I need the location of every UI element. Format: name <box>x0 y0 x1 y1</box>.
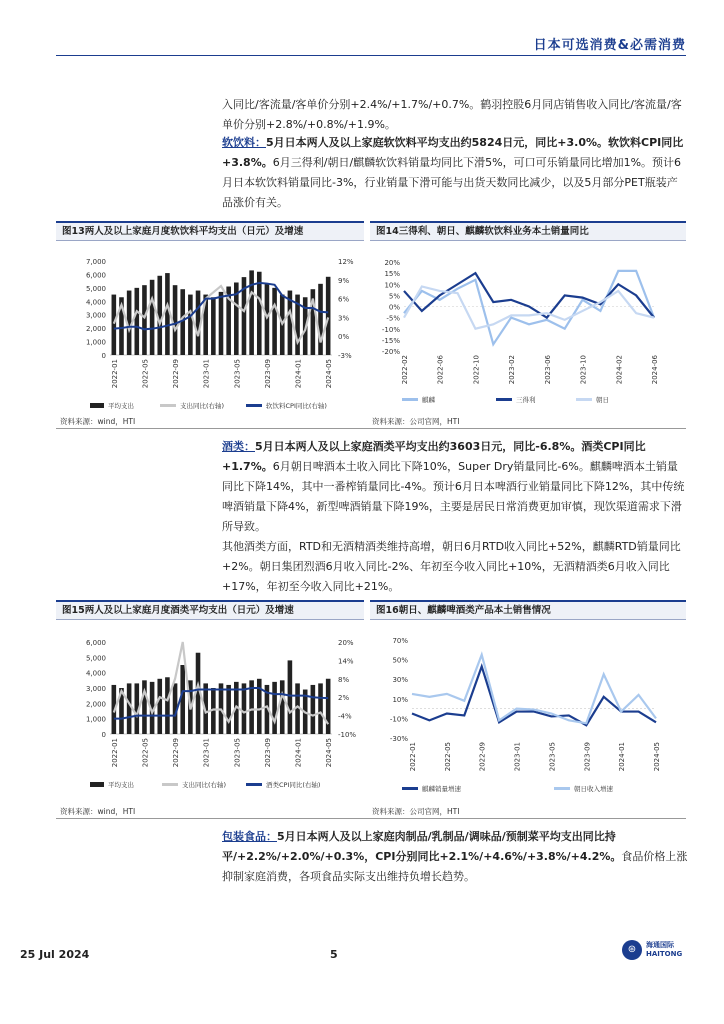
series-line <box>404 273 654 318</box>
y-tick-label: 15% <box>384 270 400 279</box>
source-note-fig15: 资料来源：wind，HTI <box>60 807 136 816</box>
source-note-fig14: 资料来源：公司官网，HTI <box>372 417 460 426</box>
y-tick-label: 3,000 <box>85 685 106 693</box>
page-header-title: 日本可选消费&必需消费 <box>533 38 686 53</box>
haitong-logo-icon: ⊛ <box>622 940 642 960</box>
logo-cn: 海通国际 <box>646 941 674 949</box>
legend-swatch <box>90 782 104 787</box>
x-tick-label: 2024-01 <box>294 738 303 768</box>
y2-tick-label: -3% <box>338 352 352 360</box>
legend-label: 酒类CPI同比(右轴) <box>266 781 321 789</box>
legend-label: 支出同比(右轴) <box>180 402 225 410</box>
x-tick-label: 2023-05 <box>233 359 242 389</box>
bar <box>272 682 277 734</box>
y-tick-label: 10% <box>392 695 408 704</box>
y-tick-label: 1,000 <box>85 338 106 347</box>
soft-drinks-body: 6月三得利/朝日/麒麟软饮料销量均同比下滑5%，可口可乐销量同比增加1%。预计6月日本软饮料销量同比-3%，行业销量下滑可能与出货天数同比减少，以及5月部分PET瓶装产品涨价有关。 <box>222 156 682 209</box>
y2-tick-label: 3% <box>338 314 350 323</box>
paragraph-drugstore: 入同比/客流量/客单价分别+2.4%/+1.7%/+0.7%。鹤羽控股6月同店销售收入同比/客流量/客单价分别+2.8%/+0.8%/+1.9%。 <box>222 98 682 131</box>
y-tick-label: 50% <box>392 656 408 665</box>
y-tick-label: 70% <box>392 637 408 645</box>
figure-16 <box>370 600 686 798</box>
paragraph-soft-drinks <box>222 133 688 213</box>
chart-soft-drink-volume <box>370 241 686 411</box>
y-tick-label: 3,000 <box>85 311 106 320</box>
bar <box>288 660 293 734</box>
x-tick-label: 2024-01 <box>618 742 627 772</box>
x-tick-label: 2023-01 <box>202 738 211 768</box>
source-rule-2 <box>56 818 686 819</box>
y-tick-label: -10% <box>389 715 408 724</box>
paragraph-alcohol <box>222 437 688 537</box>
x-tick-label: 2022-09 <box>478 742 487 772</box>
x-tick-label: 2022-09 <box>172 738 181 768</box>
x-tick-label: 2024-01 <box>294 359 303 389</box>
x-tick-label: 2023-06 <box>543 355 552 385</box>
x-tick-label: 2022-01 <box>110 738 119 768</box>
legend-label: 三得利 <box>516 396 536 404</box>
bar <box>165 677 170 734</box>
x-tick-label: 2022-10 <box>472 355 481 385</box>
y-tick-label: 2,000 <box>85 700 106 709</box>
bar <box>242 683 247 734</box>
x-tick-label: 2024-06 <box>651 355 659 385</box>
x-tick-label: 2022-09 <box>172 359 181 389</box>
y-tick-label: -10% <box>381 325 400 334</box>
bar <box>226 685 231 734</box>
alcohol-highlight: 5月日本两人及以上家庭酒类平均支出约3603日元，同比-6.8%。酒类CPI同比+1.7%。 <box>222 440 646 473</box>
x-tick-label: 2023-05 <box>233 738 242 768</box>
bar <box>311 685 316 734</box>
y-tick-label: -15% <box>381 336 400 345</box>
y-tick-label: 10% <box>384 281 400 290</box>
bar <box>280 680 285 734</box>
bar <box>272 288 277 355</box>
figure-16-title: 图16朝日、麒麟啤酒类产品本土销售情况 <box>370 602 686 620</box>
legend-label: 麒麟 <box>422 396 435 404</box>
y2-tick-label: 12% <box>338 258 354 266</box>
x-tick-label: 2022-06 <box>436 355 445 385</box>
figure-15-title: 图15两人及以上家庭月度酒类平均支出（日元）及增速 <box>56 602 364 620</box>
x-tick-label: 2022-02 <box>401 355 409 385</box>
y-tick-label: 4,000 <box>85 669 106 678</box>
y-tick-label: -20% <box>381 348 400 356</box>
bar <box>127 683 132 734</box>
figure-14-title: 图14三得利、朝日、麒麟软饮料业务本土销量同比 <box>370 223 686 241</box>
logo-en: HAITONG <box>646 950 683 958</box>
soft-drinks-highlight: 5月日本两人及以上家庭软饮料平均支出约5824日元，同比+3.0%。软饮料CPI同比+3.8%。 <box>222 136 684 169</box>
y-tick-label: 7,000 <box>85 258 106 266</box>
header-rule <box>56 55 686 56</box>
chart-beer-sales <box>370 620 686 798</box>
x-tick-label: 2023-10 <box>579 355 588 385</box>
y-tick-label: 6,000 <box>85 271 106 280</box>
legend-label: 支出同比(右轴) <box>182 781 227 789</box>
y2-tick-label: 8% <box>338 675 350 684</box>
y2-tick-label: 6% <box>338 295 350 304</box>
bar <box>318 284 323 355</box>
x-tick-label: 2023-09 <box>583 742 592 772</box>
figure-14 <box>370 221 686 411</box>
bar <box>150 280 155 355</box>
chart-soft-drink-spending <box>56 241 364 411</box>
y-tick-label: -5% <box>386 314 400 323</box>
legend-label: 平均支出 <box>108 402 134 410</box>
bar <box>211 297 216 355</box>
packaged-food-body: 食品价格上涨抑制家庭消费，各项食品实际支出维持负增长趋势。 <box>222 850 688 883</box>
packaged-food-highlight: 5月日本两人及以上家庭肉制品/乳制品/调味品/预制菜平均支出同比持平/+2.2%/+2.0%/+0.3%，CPI分别同比+2.1%/+4.6%/+3.8%/+4.2%。 <box>222 830 622 863</box>
series-line <box>412 666 656 725</box>
page-number: 5 <box>330 948 338 961</box>
bar <box>326 277 331 355</box>
x-tick-label: 2022-05 <box>141 359 150 389</box>
x-tick-label: 2023-09 <box>263 738 272 768</box>
y2-tick-label: 14% <box>338 657 354 666</box>
y2-tick-label: 20% <box>338 639 354 647</box>
legend-label: 平均支出 <box>108 781 134 789</box>
alcohol-body: 6月朝日啤酒本土收入同比下降10%，Super Dry销量同比-6%。麒麟啤酒本土销量同比下降14%，其中一番榨销量同比-4%。预计6月日本啤酒行业销量同比下降12%，其中传统啤酒销量下降4%，新型啤酒销量下降19%，主要是居民日常消费更加审慎，现饮渠道需求下滑所导致。 <box>222 460 685 533</box>
y-tick-label: 20% <box>384 259 400 267</box>
paragraph-other-alcohol: 其他酒类方面，RTD和无酒精酒类维持高增，朝日6月RTD收入同比+52%，麒麟RTD销量同比+2%。朝日集团烈酒6月收入同比-2%、年初至今收入同比+10%，无酒精酒类6月收入同比+17%，年初至今收入同比+21%。 <box>222 540 681 593</box>
x-tick-label: 2024-05 <box>325 359 334 389</box>
source-rule <box>56 428 686 429</box>
y-tick-label: 4,000 <box>85 298 106 307</box>
y-tick-label: 30% <box>392 676 408 685</box>
y-tick-label: 1,000 <box>85 715 106 724</box>
x-tick-label: 2024-05 <box>653 742 661 772</box>
bar <box>326 679 331 734</box>
y-tick-label: -30% <box>389 735 408 743</box>
x-tick-label: 2023-05 <box>548 742 557 772</box>
section-tag-packaged-food: 包装食品： <box>222 830 277 843</box>
bar <box>173 285 178 355</box>
y-tick-label: 0% <box>388 303 400 312</box>
x-tick-label: 2023-02 <box>508 355 517 385</box>
source-note-fig13: 资料来源：wind，HTI <box>60 417 136 426</box>
y-tick-label: 0 <box>101 731 106 739</box>
bar <box>196 291 201 355</box>
y2-tick-label: 0% <box>338 333 350 342</box>
y-tick-label: 5% <box>388 292 400 301</box>
bar <box>142 285 147 355</box>
y2-tick-label: 9% <box>338 276 350 285</box>
bar <box>219 292 224 355</box>
x-tick-label: 2022-05 <box>443 742 452 772</box>
y2-tick-label: -4% <box>338 712 352 721</box>
y-tick-label: 2,000 <box>85 325 106 334</box>
x-tick-label: 2024-05 <box>325 738 334 768</box>
haitong-logo <box>622 940 682 960</box>
legend-label: 朝日 <box>596 396 609 404</box>
bar <box>188 295 193 355</box>
x-tick-label: 2023-01 <box>202 359 211 389</box>
bar <box>318 683 323 734</box>
x-tick-label: 2024-02 <box>615 355 624 385</box>
legend-label: 软饮料CPI同比(右轴) <box>266 402 327 410</box>
figure-15 <box>56 600 364 798</box>
y-tick-label: 6,000 <box>85 639 106 647</box>
y-tick-label: 0 <box>101 352 106 360</box>
y2-tick-label: -10% <box>338 731 357 739</box>
bar <box>157 679 162 734</box>
x-tick-label: 2022-05 <box>141 738 150 768</box>
section-tag-alcohol: 酒类： <box>222 440 255 453</box>
source-note-fig16: 资料来源：公司官网，HTI <box>372 807 460 816</box>
bar <box>134 288 139 355</box>
bar <box>112 295 117 355</box>
figure-13-title: 图13两人及以上家庭月度软饮料平均支出（日元）及增速 <box>56 223 364 241</box>
legend-label: 麒麟销量增速 <box>422 785 461 793</box>
x-tick-label: 2022-01 <box>110 359 119 389</box>
bar <box>249 270 254 355</box>
bar <box>165 273 170 355</box>
figure-13 <box>56 221 364 411</box>
section-tag-soft-drinks: 软饮料： <box>222 136 266 149</box>
y-tick-label: 5,000 <box>85 284 106 293</box>
legend-label: 朝日收入增速 <box>574 785 613 793</box>
x-tick-label: 2023-01 <box>513 742 522 772</box>
paragraph-packaged-food <box>222 827 688 887</box>
footer-date: 25 Jul 2024 <box>20 948 90 961</box>
y-tick-label: 5,000 <box>85 654 106 663</box>
chart-alcohol-spending <box>56 620 364 798</box>
x-tick-label: 2022-01 <box>409 742 417 772</box>
legend-swatch <box>90 403 104 408</box>
y2-tick-label: 2% <box>338 694 350 703</box>
x-tick-label: 2023-09 <box>263 359 272 389</box>
